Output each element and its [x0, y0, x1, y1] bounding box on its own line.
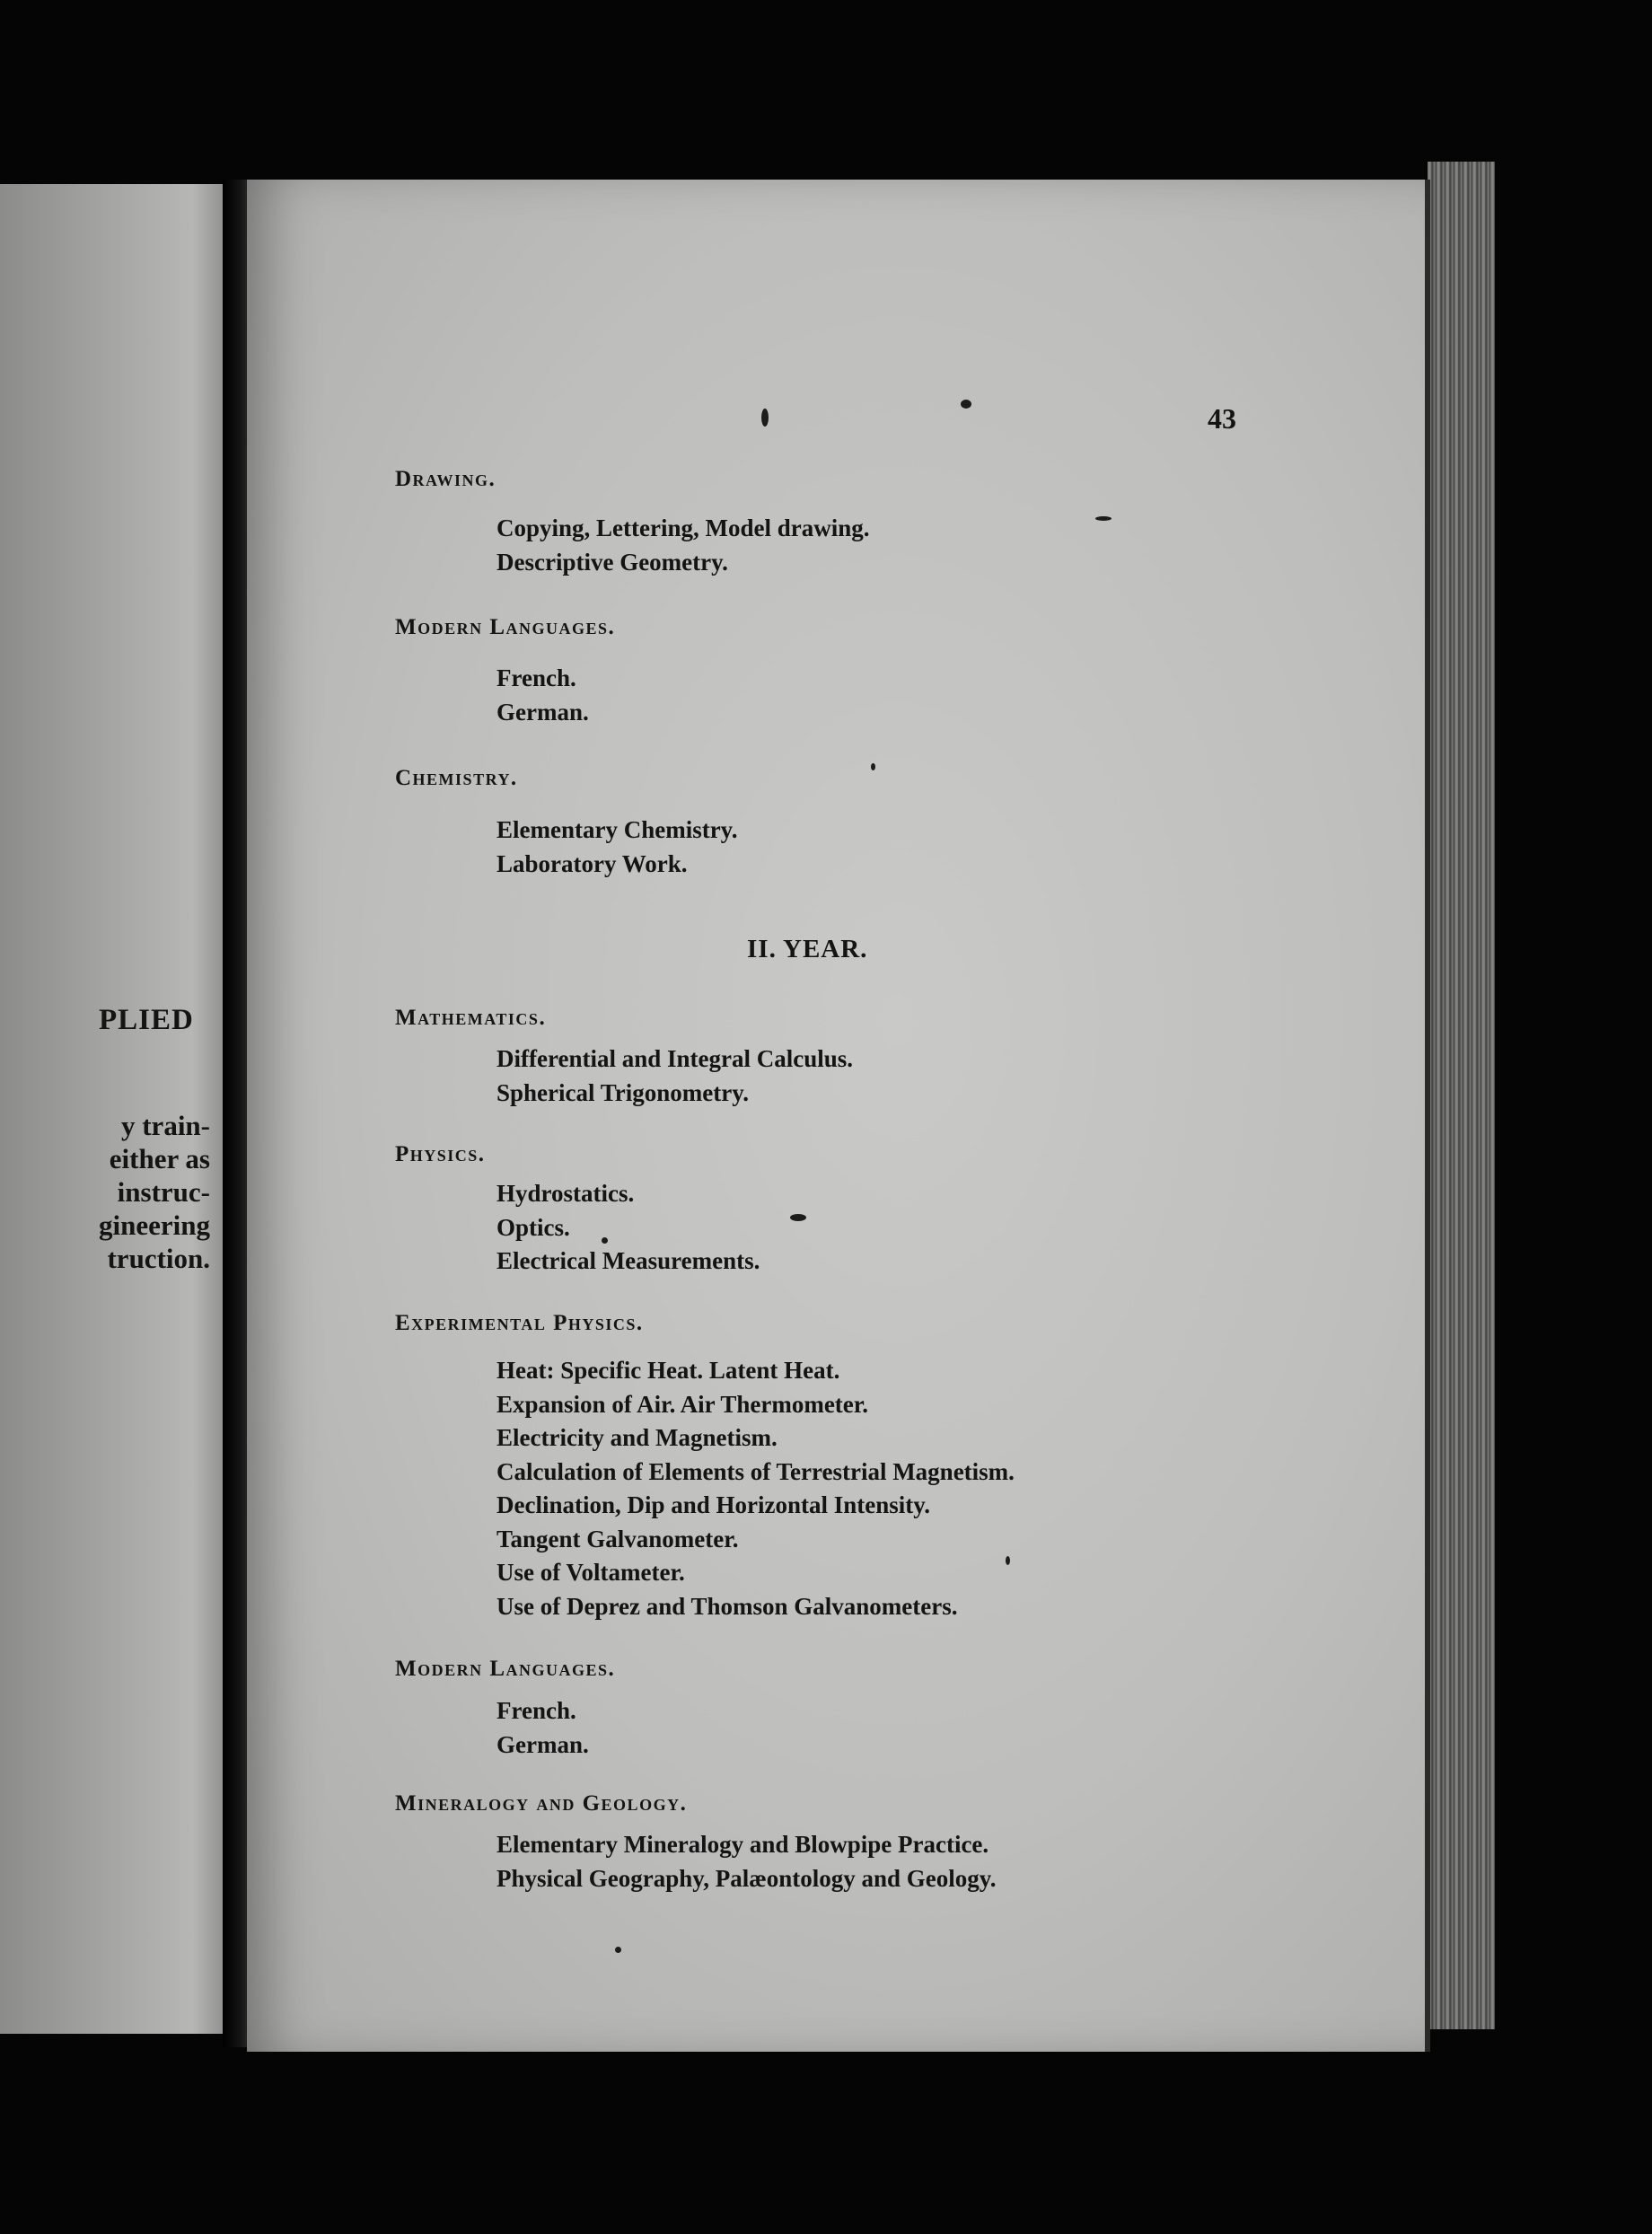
list-item: Electrical Measurements. — [496, 1247, 760, 1274]
page-number: 43 — [1208, 402, 1236, 435]
section-heading-mathematics: Mathematics. — [395, 1006, 547, 1030]
section-items-physics — [496, 1177, 760, 1279]
left-page-line: either as — [109, 1143, 210, 1174]
section-heading-drawing: Drawing. — [395, 467, 496, 491]
dust-speck — [871, 763, 875, 770]
list-item: Calculation of Elements of Terrestrial Magnetism. — [496, 1457, 1015, 1485]
year-heading: II. YEAR. — [747, 935, 868, 963]
section-heading-modern-languages-2: Modern Languages. — [395, 1657, 616, 1681]
list-item: Use of Deprez and Thomson Galvanometers. — [496, 1592, 958, 1620]
section-items-experimental-physics — [496, 1354, 1015, 1623]
list-item: Physical Geography, Palæontology and Geology. — [496, 1864, 997, 1892]
section-items-drawing — [496, 512, 870, 579]
list-item: Elementary Mineralogy and Blowpipe Practice. — [496, 1831, 989, 1858]
list-item: Hydrostatics. — [496, 1180, 635, 1207]
section-heading-modern-languages: Modern Languages. — [395, 615, 616, 639]
section-heading-chemistry: Chemistry. — [395, 766, 518, 790]
left-page-line: instruc- — [117, 1176, 210, 1208]
list-item: German. — [496, 1730, 589, 1758]
page-stack-edges — [1428, 162, 1495, 2029]
list-item: Copying, Lettering, Model drawing. — [496, 515, 870, 541]
dust-speck — [761, 409, 769, 427]
section-items-modern-languages-2 — [496, 1694, 589, 1762]
list-item: Elementary Chemistry. — [496, 816, 738, 843]
list-item: Expansion of Air. Air Thermometer. — [496, 1390, 869, 1418]
section-heading-mineralogy-geology: Mineralogy and Geology. — [395, 1791, 688, 1816]
dust-speck — [602, 1237, 608, 1244]
list-item: Descriptive Geometry. — [496, 548, 728, 576]
list-item: Laboratory Work. — [496, 849, 688, 877]
list-item: Declination, Dip and Horizontal Intensity. — [496, 1491, 931, 1518]
list-item: Use of Voltameter. — [496, 1559, 685, 1586]
list-item: Electricity and Magnetism. — [496, 1424, 778, 1451]
section-items-mineralogy-geology — [496, 1828, 997, 1895]
list-item: German. — [496, 698, 589, 726]
list-item: Differential and Integral Calculus. — [496, 1045, 853, 1072]
dust-speck — [1095, 516, 1112, 521]
section-heading-physics: Physics. — [395, 1142, 486, 1166]
section-items-modern-languages — [496, 662, 589, 729]
left-page-text-fragments — [99, 1109, 210, 1275]
book-gutter — [223, 180, 250, 2047]
dust-speck — [790, 1214, 806, 1221]
list-item: Heat: Specific Heat. Latent Heat. — [496, 1357, 840, 1384]
left-page-line: y train- — [120, 1110, 210, 1141]
dust-speck — [961, 400, 971, 409]
left-page-line: truction. — [107, 1243, 210, 1274]
left-facing-page — [0, 184, 226, 2034]
section-items-mathematics — [496, 1042, 853, 1110]
list-item: French. — [496, 664, 576, 691]
dust-speck — [1006, 1556, 1010, 1565]
left-page-line: gineering — [99, 1209, 210, 1241]
dust-speck — [615, 1947, 621, 1953]
main-page — [247, 180, 1430, 2052]
list-item: Tangent Galvanometer. — [496, 1525, 739, 1552]
list-item: Optics. — [496, 1213, 570, 1241]
section-heading-experimental-physics: Experimental Physics. — [395, 1311, 644, 1335]
list-item: French. — [496, 1697, 576, 1724]
left-page-heading-fragment: PLIED — [99, 1004, 194, 1036]
section-items-chemistry — [496, 814, 737, 881]
list-item: Spherical Trigonometry. — [496, 1078, 749, 1106]
